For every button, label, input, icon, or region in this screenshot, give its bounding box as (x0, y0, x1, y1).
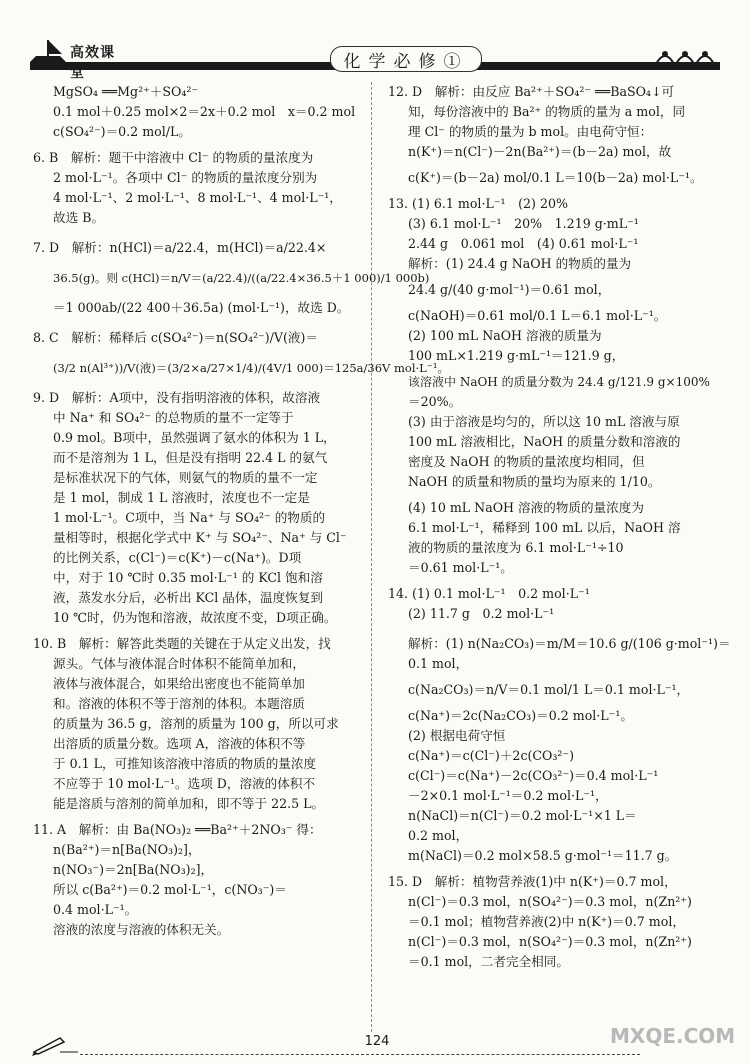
right-column (388, 82, 731, 972)
text-line: 1 mol·L⁻¹。C项中，当 Na⁺ 与 SO₄²⁻ 的物质的 (53, 510, 326, 525)
text-line: NaOH 的质量和物质的量均为原来的 1/10。 (408, 474, 661, 489)
column-divider (371, 82, 373, 1032)
page-number: 124 (364, 1034, 390, 1049)
page-header (0, 0, 750, 80)
text-line: 知，每份溶液中的 Ba²⁺ 的物质的量为 a mol，同 (408, 104, 686, 119)
text-line: 解析：(1) 24.4 g NaOH 的物质的量为 (408, 256, 632, 271)
text-line: 液的物质的量浓度为 6.1 mol·L⁻¹÷10 (408, 540, 624, 555)
boat-icon (28, 36, 68, 66)
text-line: (3) 6.1 mol·L⁻¹ 20% 1.219 g·mL⁻¹ (408, 216, 639, 231)
text-line: n(Cl⁻)＝0.3 mol，n(SO₄²⁻)＝0.3 mol，n(Zn²⁺) (408, 894, 692, 909)
text-line: 密度及 NaOH 的物质的量浓度均相同，但 (408, 454, 645, 469)
text-line: c(Na₂CO₃)＝n/V＝0.1 mol/1 L＝0.1 mol·L⁻¹， (408, 682, 690, 697)
text-line: c(Cl⁻)＝c(Na⁺)－2c(CO₃²⁻)＝0.4 mol·L⁻¹ (408, 768, 659, 783)
answer-9-line: 9. D 解析：A项中，没有指明溶液的体积，故溶液 (33, 390, 321, 405)
text-line: 0.2 mol， (408, 828, 469, 843)
text-line: 理 Cl⁻ 的物质的量为 b mol。由电荷守恒： (408, 124, 653, 139)
text-line: 36.5(g)。则 c(HCl)＝n/V＝(a/22.4)/((a/22.4×36.5＋1 000)/1 000b) (53, 271, 430, 285)
text-line: ＝0.61 mol·L⁻¹。 (408, 560, 513, 575)
text-line: 源头。气体与液体混合时体积不能简单加和， (53, 656, 305, 671)
text-line: c(Na⁺)＝c(Cl⁻)＋2c(CO₃²⁻) (408, 748, 575, 763)
text-line: 的比例关系，c(Cl⁻)＝c(K⁺)－c(Na⁺)。D项 (53, 550, 302, 565)
text-line: 故选 B。 (53, 210, 105, 225)
text-line: n(NaCl)＝n(Cl⁻)＝0.2 mol·L⁻¹×1 L＝ (408, 808, 637, 823)
text-line: c(SO₄²⁻)＝0.2 mol/L。 (53, 124, 191, 139)
text-line: (2) 100 mL NaOH 溶液的质量为 (408, 328, 602, 343)
header-left-logo (28, 36, 128, 81)
text-line: 0.9 mol。B项中，虽然强调了氨水的体积为 1 L， (53, 430, 336, 445)
text-line: 4 mol·L⁻¹、2 mol·L⁻¹、8 mol·L⁻¹、4 mol·L⁻¹， (53, 190, 342, 205)
text-line: －2×0.1 mol·L⁻¹＝0.2 mol·L⁻¹， (408, 788, 608, 803)
text-line: 液体与液体混合，如果给出密度也不能简单加 (53, 676, 305, 691)
text-line: 是 1 mol，制成 1 L 溶液时，浓度也不一定是 (53, 490, 310, 505)
text-line: 0.4 mol·L⁻¹。 (53, 902, 138, 917)
text-line: 溶液的浓度与溶液的体积无关。 (53, 922, 230, 937)
text-line: 24.4 g/(40 g·mol⁻¹)＝0.61 mol， (408, 282, 611, 297)
text-line: (2) 根据电荷守恒 (408, 728, 506, 743)
text-line: 该溶液中 NaOH 的质量分数为 24.4 g/121.9 g×100% (408, 375, 710, 389)
watermark: MXQE.COM (610, 1024, 736, 1048)
text-line: 中，对于 10 ℃时 0.35 mol·L⁻¹ 的 KCl 饱和溶 (53, 570, 323, 585)
header-left-title: 高效课堂 (70, 45, 115, 81)
answer-13-line: 13. (1) 6.1 mol·L⁻¹ (2) 20% (388, 196, 568, 211)
text-line: ＝0.1 mol，二者完全相同。 (408, 954, 569, 969)
text-line: c(NaOH)＝0.61 mol/0.1 L＝6.1 mol·L⁻¹。 (408, 308, 667, 323)
text-line: 2 mol·L⁻¹。各项中 Cl⁻ 的物质的量浓度分别为 (53, 170, 318, 185)
text-line: n(Ba²⁺)＝n[Ba(NO₃)₂]， (53, 842, 201, 857)
text-line: 解析：(1) n(Na₂CO₃)＝m/M＝10.6 g/(106 g·mol⁻¹)＝ (408, 636, 731, 651)
text-line: 的质量为 36.5 g，溶剂的质量为 100 g，所以可求 (53, 716, 339, 731)
text-line: c(Na⁺)＝2c(Na₂CO₃)＝0.2 mol·L⁻¹。 (408, 708, 633, 723)
answer-10-line: 10. B 解析：解答此类题的关键在于从定义出发，找 (33, 636, 331, 651)
text-line: 中 Na⁺ 和 SO₄²⁻ 的总物质的量不一定等于 (53, 410, 294, 425)
text-line: 能是溶质与溶剂的简单加和，即不等于 22.5 L。 (53, 796, 325, 811)
text-line: (2) 11.7 g 0.2 mol·L⁻¹ (408, 606, 555, 621)
answer-15-line: 15. D 解析：植物营养液(1)中 n(K⁺)＝0.7 mol， (388, 874, 677, 889)
text-line: 100 mL 溶液相比，NaOH 的质量分数和溶液的 (408, 434, 681, 449)
text-line: 是标准状况下的气体，则氨气的物质的量不一定 (53, 470, 318, 485)
text-line: 100 mL×1.219 g·mL⁻¹＝121.9 g， (408, 348, 625, 363)
answer-12-line: 12. D 解析：由反应 Ba²⁺＋SO₄²⁻ ══BaSO₄↓可 (388, 84, 675, 99)
text-line: 和。溶液的体积不等于溶剂的体积。本题溶质 (53, 696, 305, 711)
leaf-ornament-icon (650, 42, 720, 68)
left-column (33, 82, 449, 940)
text-line: (4) 10 mL NaOH 溶液的物质的量浓度为 (408, 500, 644, 515)
text-line: 而不是溶剂为 1 L，但是没有指明 22.4 L 的氨气 (53, 450, 328, 465)
text-line: 于 0.1 L，可推知该溶液中溶质的物质的量浓度 (53, 756, 317, 771)
answer-6-line: 6. B 解析：题干中溶液中 Cl⁻ 的物质的量浓度为 (33, 150, 314, 165)
text-line: c(K⁺)＝(b－2a) mol/0.1 L＝10(b－2a) mol·L⁻¹。 (408, 170, 703, 185)
header-right-ornament (650, 42, 720, 68)
text-line: 10 ℃时，仍为饱和溶液，故浓度不变，D项正确。 (53, 610, 337, 625)
text-line: ＝20%。 (408, 394, 462, 409)
answer-8-line: 8. C 解析：稀释后 c(SO₄²⁻)＝n(SO₄²⁻)/V(液)＝ (33, 330, 318, 345)
text-line: n(Cl⁻)＝0.3 mol，n(SO₄²⁻)＝0.3 mol，n(Zn²⁺) (408, 934, 692, 949)
text-line: 6.1 mol·L⁻¹，稀释到 100 mL 以后，NaOH 溶 (408, 520, 681, 535)
text-line: 液，蒸发水分后，必析出 KCl 晶体，温度恢复到 (53, 590, 324, 605)
text-line: 量相等时，根据化学式中 K⁺ 与 SO₄²⁻、Na⁺ 与 Cl⁻ (53, 530, 347, 545)
text-line: ＝1 000ab/(22 400＋36.5a) (mol·L⁻¹)，故选 D。 (53, 300, 350, 315)
text-line: 2.44 g 0.061 mol (4) 0.61 mol·L⁻¹ (408, 236, 639, 251)
answer-11-line: 11. A 解析：由 Ba(NO₃)₂ ══Ba²⁺＋2NO₃⁻ 得： (33, 822, 322, 837)
text-line: ＝0.1 mol；植物营养液(2)中 n(K⁺)＝0.7 mol， (408, 914, 685, 929)
text-line: (3/2 n(Al³⁺))/V(液)＝(3/2×a/27×1/4)/(4V/1 000)＝125a/36V mol·L⁻¹。 (53, 361, 449, 375)
text-line: 所以 c(Ba²⁺)＝0.2 mol·L⁻¹，c(NO₃⁻)＝ (53, 882, 287, 897)
text-line: (3) 由于溶液是均匀的，所以这 10 mL 溶液与原 (408, 414, 680, 429)
answer-7-line: 7. D 解析：n(HCl)＝a/22.4，m(HCl)＝a/22.4× (33, 240, 327, 255)
text-line: n(K⁺)＝n(Cl⁻)－2n(Ba²⁺)＝(b－2a) mol，故 (408, 144, 672, 159)
text-line: 0.1 mol， (408, 656, 469, 671)
text-line: 不应等于 10 mol·L⁻¹。选项 D，溶液的体积不 (53, 776, 316, 791)
text-line: MgSO₄ ══Mg²⁺＋SO₄²⁻ (53, 84, 199, 99)
text-line: 0.1 mol＋0.25 mol×2＝2x＋0.2 mol x＝0.2 mol (53, 104, 356, 119)
page-footer (0, 1024, 750, 1064)
text-line: 出溶质的质量分数。选项 A，溶液的体积不等 (53, 736, 306, 751)
answer-14-line: 14. (1) 0.1 mol·L⁻¹ 0.2 mol·L⁻¹ (388, 586, 590, 601)
pen-icon (30, 1032, 80, 1056)
text-line: m(NaCl)＝0.2 mol×58.5 g·mol⁻¹＝11.7 g。 (408, 848, 678, 863)
header-center-title: 化学必修① (330, 46, 482, 72)
text-line: n(NO₃⁻)＝2n[Ba(NO₃)₂]， (53, 862, 214, 877)
